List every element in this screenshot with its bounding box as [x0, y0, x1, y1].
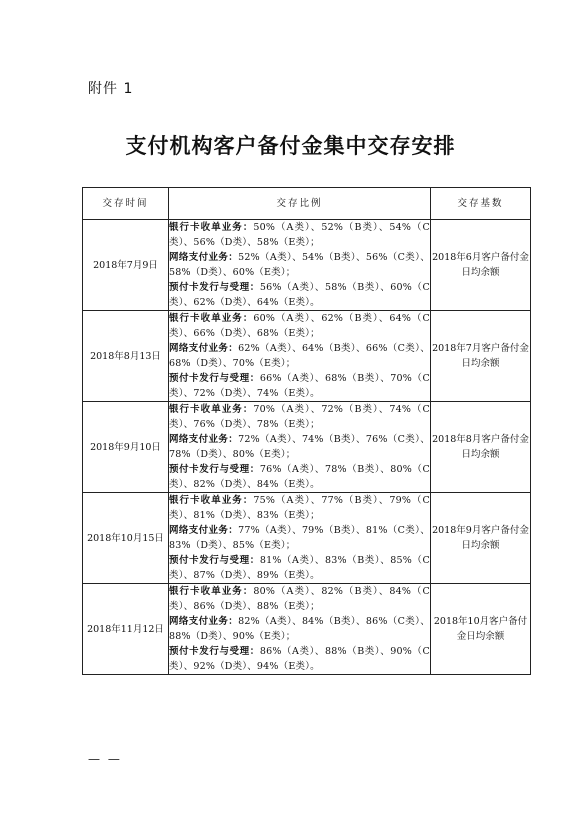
- deposit-ratio-cell: [169, 402, 431, 493]
- ratio-text: 81%（A类）、83%（B类）、85%（C类）、87%（D类）、89%（E类）。: [169, 555, 430, 581]
- ratio-text: 70%（A类）、72%（B类）、74%（C类）、76%（D类）、78%（E类）；: [169, 404, 430, 430]
- ratio-item: [169, 493, 430, 523]
- business-type-label: 预付卡发行与受理：: [169, 555, 260, 566]
- business-type-label: 预付卡发行与受理：: [169, 646, 260, 657]
- ratio-text: 77%（A类）、79%（B类）、81%（C类）、83%（D类）、85%（E类）；: [169, 525, 430, 551]
- deposit-time-cell: 2018年10月15日: [83, 493, 169, 584]
- deposit-schedule-table: [82, 187, 531, 675]
- business-type-label: 银行卡收单业务：: [169, 313, 254, 324]
- attachment-label: 附件 1: [88, 81, 134, 97]
- business-type-label: 银行卡收单业务：: [169, 222, 254, 233]
- deposit-ratio-cell: [169, 584, 431, 675]
- deposit-time-cell: 2018年9月10日: [83, 402, 169, 493]
- deposit-base-cell: 2018年6月客户备付金日均余额: [431, 220, 531, 311]
- table-row: [83, 493, 531, 584]
- ratio-item: [169, 523, 430, 553]
- business-type-label: 银行卡收单业务：: [169, 586, 254, 597]
- ratio-item: [169, 402, 430, 432]
- header-time: 交存时间: [83, 188, 169, 220]
- business-type-label: 银行卡收单业务：: [169, 495, 254, 506]
- ratio-text: 80%（A类）、82%（B类）、84%（C类）、86%（D类）、88%（E类）；: [169, 586, 430, 612]
- deposit-time-cell: 2018年7月9日: [83, 220, 169, 311]
- ratio-item: [169, 462, 430, 492]
- deposit-ratio-cell: [169, 311, 431, 402]
- deposit-base-cell: 2018年9月客户备付金日均余额: [431, 493, 531, 584]
- business-type-label: 网络支付业务：: [169, 525, 239, 536]
- ratio-text: 76%（A类）、78%（B类）、80%（C类）、82%（D类）、84%（E类）。: [169, 464, 430, 490]
- ratio-text: 52%（A类）、54%（B类）、56%（C类）、58%（D类）、60%（E类）；: [169, 252, 430, 278]
- table-row: [83, 402, 531, 493]
- ratio-text: 72%（A类）、74%（B类）、76%（C类）、78%（D类）、80%（E类）；: [169, 434, 430, 460]
- ratio-text: 60%（A类）、62%（B类）、64%（C类）、66%（D类）、68%（E类）；: [169, 313, 430, 339]
- ratio-text: 62%（A类）、64%（B类）、66%（C类）、68%（D类）、70%（E类）；: [169, 343, 430, 369]
- table-row: [83, 220, 531, 311]
- ratio-item: [169, 371, 430, 401]
- deposit-base-cell: 2018年10月客户备付金日均余额: [431, 584, 531, 675]
- ratio-item: [169, 644, 430, 674]
- ratio-item: [169, 220, 430, 250]
- deposit-time-cell: 2018年8月13日: [83, 311, 169, 402]
- ratio-item: [169, 250, 430, 280]
- ratio-text: 50%（A类）、52%（B类）、54%（C类）、56%（D类）、58%（E类）；: [169, 222, 430, 248]
- deposit-ratio-cell: [169, 493, 431, 584]
- ratio-item: [169, 311, 430, 341]
- business-type-label: 预付卡发行与受理：: [169, 282, 260, 293]
- header-ratio: 交存比例: [169, 188, 431, 220]
- business-type-label: 网络支付业务：: [169, 343, 239, 354]
- ratio-item: [169, 553, 430, 583]
- deposit-ratio-cell: [169, 220, 431, 311]
- header-base: 交存基数: [431, 188, 531, 220]
- ratio-text: 86%（A类）、88%（B类）、90%（C类）、92%（D类）、94%（E类）。: [169, 646, 430, 672]
- ratio-item: [169, 280, 430, 310]
- deposit-time-cell: 2018年11月12日: [83, 584, 169, 675]
- ratio-item: [169, 584, 430, 614]
- document-title: 支付机构客户备付金集中交存安排: [125, 133, 456, 158]
- ratio-item: [169, 432, 430, 462]
- deposit-base-cell: 2018年7月客户备付金日均余额: [431, 311, 531, 402]
- ratio-text: 82%（A类）、84%（B类）、86%（C类）、88%（D类）、90%（E类）；: [169, 616, 430, 642]
- business-type-label: 预付卡发行与受理：: [169, 373, 260, 384]
- table-header-row: [83, 188, 531, 220]
- business-type-label: 网络支付业务：: [169, 434, 239, 445]
- ratio-text: 56%（A类）、58%（B类）、60%（C类）、62%（D类）、64%（E类）。: [169, 282, 430, 308]
- business-type-label: 银行卡收单业务：: [169, 404, 254, 415]
- ratio-item: [169, 614, 430, 644]
- business-type-label: 预付卡发行与受理：: [169, 464, 260, 475]
- business-type-label: 网络支付业务：: [169, 252, 239, 263]
- ratio-item: [169, 341, 430, 371]
- table-row: [83, 311, 531, 402]
- ratio-text: 66%（A类）、68%（B类）、70%（C类）、72%（D类）、74%（E类）。: [169, 373, 430, 399]
- page-number: — —: [88, 752, 122, 766]
- business-type-label: 网络支付业务：: [169, 616, 239, 627]
- deposit-base-cell: 2018年8月客户备付金日均余额: [431, 402, 531, 493]
- table-row: [83, 584, 531, 675]
- ratio-text: 75%（A类）、77%（B类）、79%（C类）、81%（D类）、83%（E类）；: [169, 495, 430, 521]
